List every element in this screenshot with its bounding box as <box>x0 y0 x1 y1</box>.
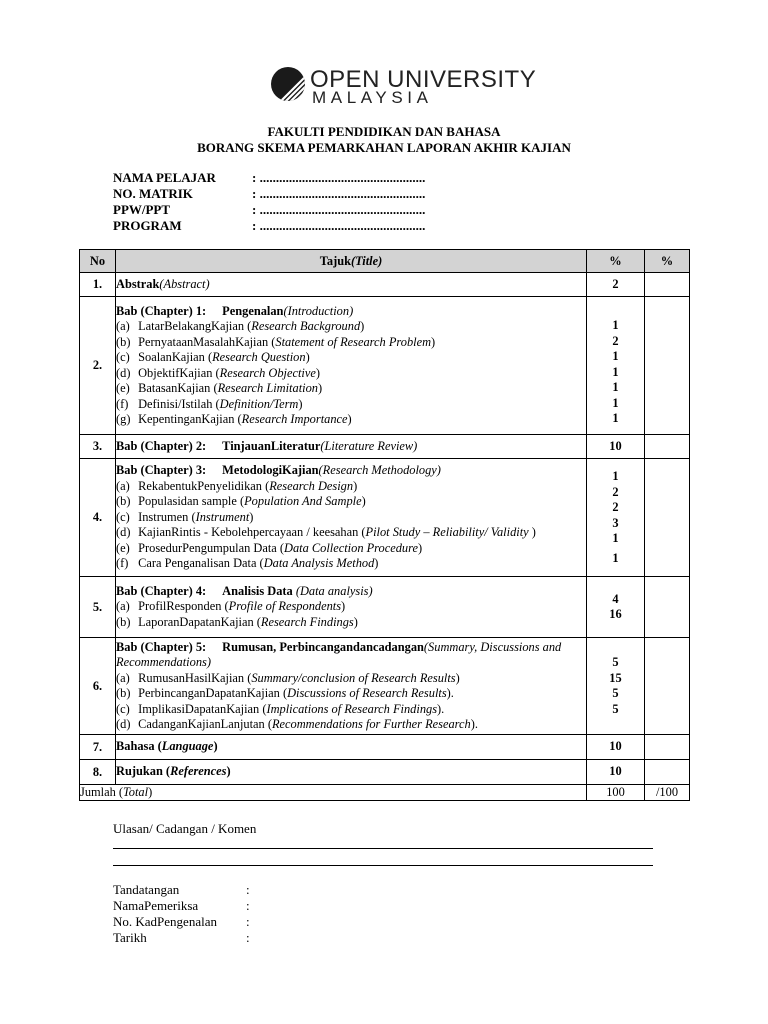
signature-label: Tarikh <box>113 930 147 945</box>
table-row <box>80 735 690 760</box>
info-label: NO. MATRIK <box>113 186 193 201</box>
table-row <box>80 577 690 638</box>
chapter-label: Bab (Chapter) 2: <box>116 438 207 453</box>
score-cell[interactable] <box>645 577 690 638</box>
sub-item-end: ) <box>360 319 365 333</box>
sub-item-end: ) <box>431 334 436 349</box>
table-row <box>80 273 690 297</box>
sub-item-end: ) <box>455 670 460 685</box>
row-marks <box>587 435 645 459</box>
sub-item <box>116 381 586 397</box>
sub-item-text: ProsedurPengumpulan Data ( <box>138 540 285 555</box>
sub-item-end: ). <box>446 686 454 700</box>
sub-item-text: Definisi/Istilah ( <box>138 396 220 411</box>
sub-item <box>116 350 586 366</box>
table-row <box>80 459 690 577</box>
info-label: PPW/PPT <box>113 202 171 217</box>
sub-item-end: ) <box>305 350 310 364</box>
mark-value: 2 <box>612 500 619 514</box>
sub-item-en: Instrument <box>195 509 250 524</box>
section-heading: Analisis Data <box>222 583 293 598</box>
row-number: 3. <box>80 435 116 459</box>
mark-value: 1 <box>612 318 619 333</box>
row-marks <box>587 735 645 760</box>
sub-item <box>116 686 586 702</box>
sub-item-end: ) <box>418 540 423 555</box>
sub-item-tag: (d) <box>116 717 131 731</box>
sub-item-en: Research Question <box>212 350 306 364</box>
signature-value[interactable]: : <box>246 898 250 913</box>
sub-item-en: Research Limitation <box>217 381 318 395</box>
section-heading-en: (Abstract) <box>159 276 210 291</box>
row-description <box>116 435 587 459</box>
mark-value: 15 <box>609 670 622 685</box>
row-number: 4. <box>80 459 116 577</box>
row-marks <box>587 459 645 577</box>
section-heading-en: (Summary, Discussions and Recommendations) <box>116 639 562 669</box>
sub-item-text: RumusanHasilKajian ( <box>138 670 252 685</box>
section-heading-en: (Introduction) <box>283 303 354 318</box>
mark-value: 4 <box>612 591 619 606</box>
info-label: PROGRAM <box>113 218 182 233</box>
mark-value: 10 <box>609 438 622 453</box>
section-heading-en: (Data analysis) <box>292 583 373 598</box>
mark-value: 1 <box>612 411 619 426</box>
sub-item <box>116 525 586 541</box>
logo-line1: OPEN UNIVERSITY <box>310 66 537 93</box>
sub-item-tag: (b) <box>116 686 131 700</box>
row-description <box>116 273 587 297</box>
sub-item-tag: (c) <box>116 509 130 524</box>
signature-row <box>113 914 413 930</box>
mark-value: 10 <box>609 739 622 754</box>
sub-item-tag: (g) <box>116 412 131 426</box>
sub-item-en: Population And Sample <box>244 494 362 509</box>
row-marks <box>587 760 645 785</box>
sub-item-end: ) <box>374 556 379 571</box>
sub-item <box>116 494 586 510</box>
comment-line[interactable] <box>113 865 653 866</box>
score-cell[interactable] <box>645 735 690 760</box>
sub-item <box>116 671 586 687</box>
sub-item-text: Populasidan sample ( <box>138 494 245 509</box>
signature-label: Tandatangan <box>113 882 180 897</box>
mark-value: 1 <box>612 349 619 364</box>
sub-item-en: Research Objective <box>219 365 316 380</box>
sub-item-tag: (d) <box>116 365 131 380</box>
row-number: 5. <box>80 577 116 638</box>
sub-item-text: ImplikasiDapatanKajian ( <box>138 701 267 716</box>
sub-item <box>116 319 586 335</box>
sub-item <box>116 615 586 631</box>
section-heading: TinjauanLiteratur <box>222 438 321 453</box>
sub-item-en: Research Importance <box>241 412 348 426</box>
row-marks <box>587 297 645 435</box>
table-row <box>80 435 690 459</box>
mark-value: 16 <box>609 607 622 621</box>
sub-item <box>116 412 586 428</box>
signature-label: No. KadPengenalan <box>113 914 217 929</box>
section-heading-en: Language <box>161 739 214 754</box>
info-value[interactable]: : ................................................... <box>252 186 426 201</box>
sub-item-tag: (c) <box>116 350 130 364</box>
sub-item-en: Statement of Research Problem <box>275 334 432 349</box>
info-value[interactable]: : ................................................... <box>252 202 426 217</box>
section-heading: MetodologiKajian <box>222 463 319 478</box>
faculty-title: FAKULTI PENDIDIKAN DAN BAHASA <box>267 124 501 139</box>
section-heading-en: References <box>170 764 227 779</box>
signature-value[interactable]: : <box>246 914 250 929</box>
mark-value: 3 <box>612 515 619 530</box>
sub-item-tag: (e) <box>116 381 130 395</box>
section-heading-end: ) <box>226 764 231 779</box>
header-title <box>116 250 587 273</box>
score-cell[interactable] <box>645 459 690 577</box>
mark-value: 1 <box>612 364 619 379</box>
info-label: NAMA PELAJAR <box>113 170 216 185</box>
sub-item <box>116 510 586 526</box>
mark-value: 1 <box>612 550 619 565</box>
table-row <box>80 638 690 735</box>
signature-block <box>113 882 413 946</box>
sub-item-tag: (b) <box>116 494 131 509</box>
signature-row <box>113 898 413 914</box>
section-heading: Bahasa ( <box>116 739 162 754</box>
info-value[interactable]: : ................................................... <box>252 218 426 233</box>
row-number: 7. <box>80 735 116 760</box>
header-title-en: (Title) <box>351 253 383 268</box>
total-label-text: Jumlah ( <box>80 785 124 799</box>
row-description <box>116 638 587 735</box>
oum-logo <box>270 66 537 110</box>
total-score[interactable]: /100 <box>645 785 690 801</box>
signature-row <box>113 882 413 898</box>
sub-item-end: ) <box>249 509 254 524</box>
section-heading: Abstrak <box>116 276 160 291</box>
row-description <box>116 735 587 760</box>
sub-item-tag: (e) <box>116 540 130 555</box>
row-number: 8. <box>80 760 116 785</box>
chapter-label: Bab (Chapter) 4: <box>116 583 207 598</box>
score-cell[interactable] <box>645 760 690 785</box>
mark-value: 1 <box>612 531 619 545</box>
sub-item-tag: (b) <box>116 614 131 629</box>
header-no: No <box>80 250 116 273</box>
sub-item-text: KepentinganKajian ( <box>138 412 242 426</box>
sub-item-en: Research Findings <box>260 614 354 629</box>
mark-value: 5 <box>612 701 619 716</box>
sub-item-end: ) <box>353 614 358 629</box>
marking-scheme-table <box>79 249 690 801</box>
sub-item <box>116 397 586 413</box>
row-marks <box>587 577 645 638</box>
sub-item-en: Discussions of Research Results <box>287 686 447 700</box>
sub-item-end: ) <box>317 381 323 395</box>
total-row <box>80 785 690 801</box>
comment-line[interactable] <box>113 848 653 849</box>
total-label-en: Total <box>123 785 149 799</box>
sub-item-text: RekabentukPenyelidikan ( <box>138 478 270 493</box>
signature-value[interactable]: : <box>246 882 250 897</box>
section-heading-en: (Literature Review) <box>320 438 418 453</box>
section-heading-end: ) <box>213 739 218 754</box>
sub-item-en: Summary/conclusion of Research Results <box>251 670 456 685</box>
logo-line2: MALAYSIA <box>312 88 433 107</box>
sub-item <box>116 366 586 382</box>
sub-item <box>116 335 586 351</box>
mark-value: 2 <box>612 333 619 348</box>
sub-item-end: ) <box>298 396 303 411</box>
info-value[interactable]: : ................................................... <box>252 170 426 185</box>
sub-item-text: PerbincanganDapatanKajian ( <box>138 686 288 700</box>
sub-item-en: Implications of Research Findings <box>266 701 438 716</box>
header-title-main: Tajuk <box>319 253 352 268</box>
sub-item-end: ) <box>361 494 366 509</box>
sub-item <box>116 702 586 718</box>
score-cell[interactable] <box>645 273 690 297</box>
row-marks <box>587 638 645 735</box>
chapter-label: Bab (Chapter) 5: <box>116 639 207 654</box>
sub-item-end: ). <box>437 701 445 716</box>
sub-item-text: LatarBelakangKajian ( <box>138 319 252 333</box>
signature-value[interactable]: : <box>246 930 250 945</box>
mark-value: 2 <box>612 484 619 499</box>
chapter-label: Bab (Chapter) 1: <box>116 303 207 318</box>
total-value: 100 <box>587 785 645 801</box>
sub-item <box>116 599 586 615</box>
row-description <box>116 760 587 785</box>
score-cell[interactable] <box>645 435 690 459</box>
table-header-row <box>80 250 690 273</box>
sub-item-text: SoalanKajian ( <box>138 350 213 364</box>
section-heading: Pengenalan <box>222 303 284 318</box>
sub-item-tag: (c) <box>116 701 130 716</box>
section-heading: Rumusan, Perbincangandancadangan <box>222 639 424 654</box>
sub-item-en: Data Collection Procedure <box>284 540 418 555</box>
sub-item-text: Cara Penganalisan Data ( <box>138 556 264 571</box>
chapter-label: Bab (Chapter) 3: <box>116 463 207 478</box>
sub-item-text: BatasanKajian ( <box>138 381 218 395</box>
sub-item-text: ProfilResponden ( <box>138 599 229 614</box>
mark-value: 5 <box>612 655 619 669</box>
sub-item-end: ) <box>315 365 321 380</box>
header-percent: % <box>587 250 645 273</box>
section-heading: Rujukan ( <box>116 764 171 779</box>
row-description <box>116 459 587 577</box>
sub-item-tag: (a) <box>116 599 130 614</box>
section-heading-en: (Research Methodology) <box>318 463 441 478</box>
sub-item-text: KajianRintis - Kebolehpercayaan / keesahan ( <box>138 525 366 540</box>
sub-item-text: ObjektifKajian ( <box>138 365 220 380</box>
sub-item-text: CadanganKajianLanjutan ( <box>138 717 272 731</box>
sub-item <box>116 556 586 572</box>
sub-item <box>116 541 586 557</box>
sub-item-end: ). <box>470 717 478 731</box>
sub-item-text: PernyataanMasalahKajian ( <box>138 334 276 349</box>
row-description <box>116 297 587 435</box>
mark-value: 1 <box>612 380 619 395</box>
sub-item-tag: (a) <box>116 478 130 493</box>
sub-item-end: ) <box>347 412 352 426</box>
sub-item-en: Research Design <box>269 478 354 493</box>
total-label <box>80 785 587 801</box>
sub-item-tag: (f) <box>116 396 129 411</box>
mark-value: 2 <box>612 276 619 291</box>
signature-row <box>113 930 413 946</box>
sub-item-en: Definition/Term <box>219 396 299 411</box>
row-number: 6. <box>80 638 116 735</box>
header-percent-score: % <box>645 250 690 273</box>
sub-item-end: ) <box>353 478 358 493</box>
total-label-end: ) <box>148 785 153 799</box>
row-description <box>116 577 587 638</box>
sub-item-tag: (a) <box>116 319 130 333</box>
sub-item-text: Instrumen ( <box>138 509 196 524</box>
sub-item-tag: (f) <box>116 556 129 571</box>
comment-label: Ulasan/ Cadangan / Komen <box>113 821 257 836</box>
row-number: 1. <box>80 273 116 297</box>
sub-item-en: Pilot Study – Reliability/ Validity <box>365 525 529 540</box>
sub-item-en: Recommendations for Further Research <box>271 717 471 731</box>
oum-logo-icon <box>270 66 306 102</box>
mark-value: 10 <box>609 764 622 779</box>
sub-item-text: LaporanDapatanKajian ( <box>138 614 261 629</box>
row-marks <box>587 273 645 297</box>
mark-value: 1 <box>612 469 619 483</box>
sub-item <box>116 717 586 733</box>
sub-item-tag: (a) <box>116 670 130 685</box>
sub-item-en: Data Analysis Method <box>263 556 375 571</box>
score-cell[interactable] <box>645 297 690 435</box>
sub-item <box>116 479 586 495</box>
sub-item-tag: (d) <box>116 525 131 540</box>
mark-value: 5 <box>612 686 619 700</box>
sub-item-en: Research Background <box>251 319 361 333</box>
form-title: BORANG SKEMA PEMARKAHAN LAPORAN AKHIR KAJIAN <box>197 140 571 155</box>
table-row <box>80 760 690 785</box>
sub-item-en: Profile of Respondents <box>228 599 342 614</box>
sub-item-tag: (b) <box>116 334 131 349</box>
row-number: 2. <box>80 297 116 435</box>
sub-item-end: ) <box>341 599 346 614</box>
score-cell[interactable] <box>645 638 690 735</box>
sub-item-end: ) <box>528 525 536 540</box>
signature-label: NamaPemeriksa <box>113 898 199 913</box>
mark-value: 1 <box>612 395 619 410</box>
table-row <box>80 297 690 435</box>
